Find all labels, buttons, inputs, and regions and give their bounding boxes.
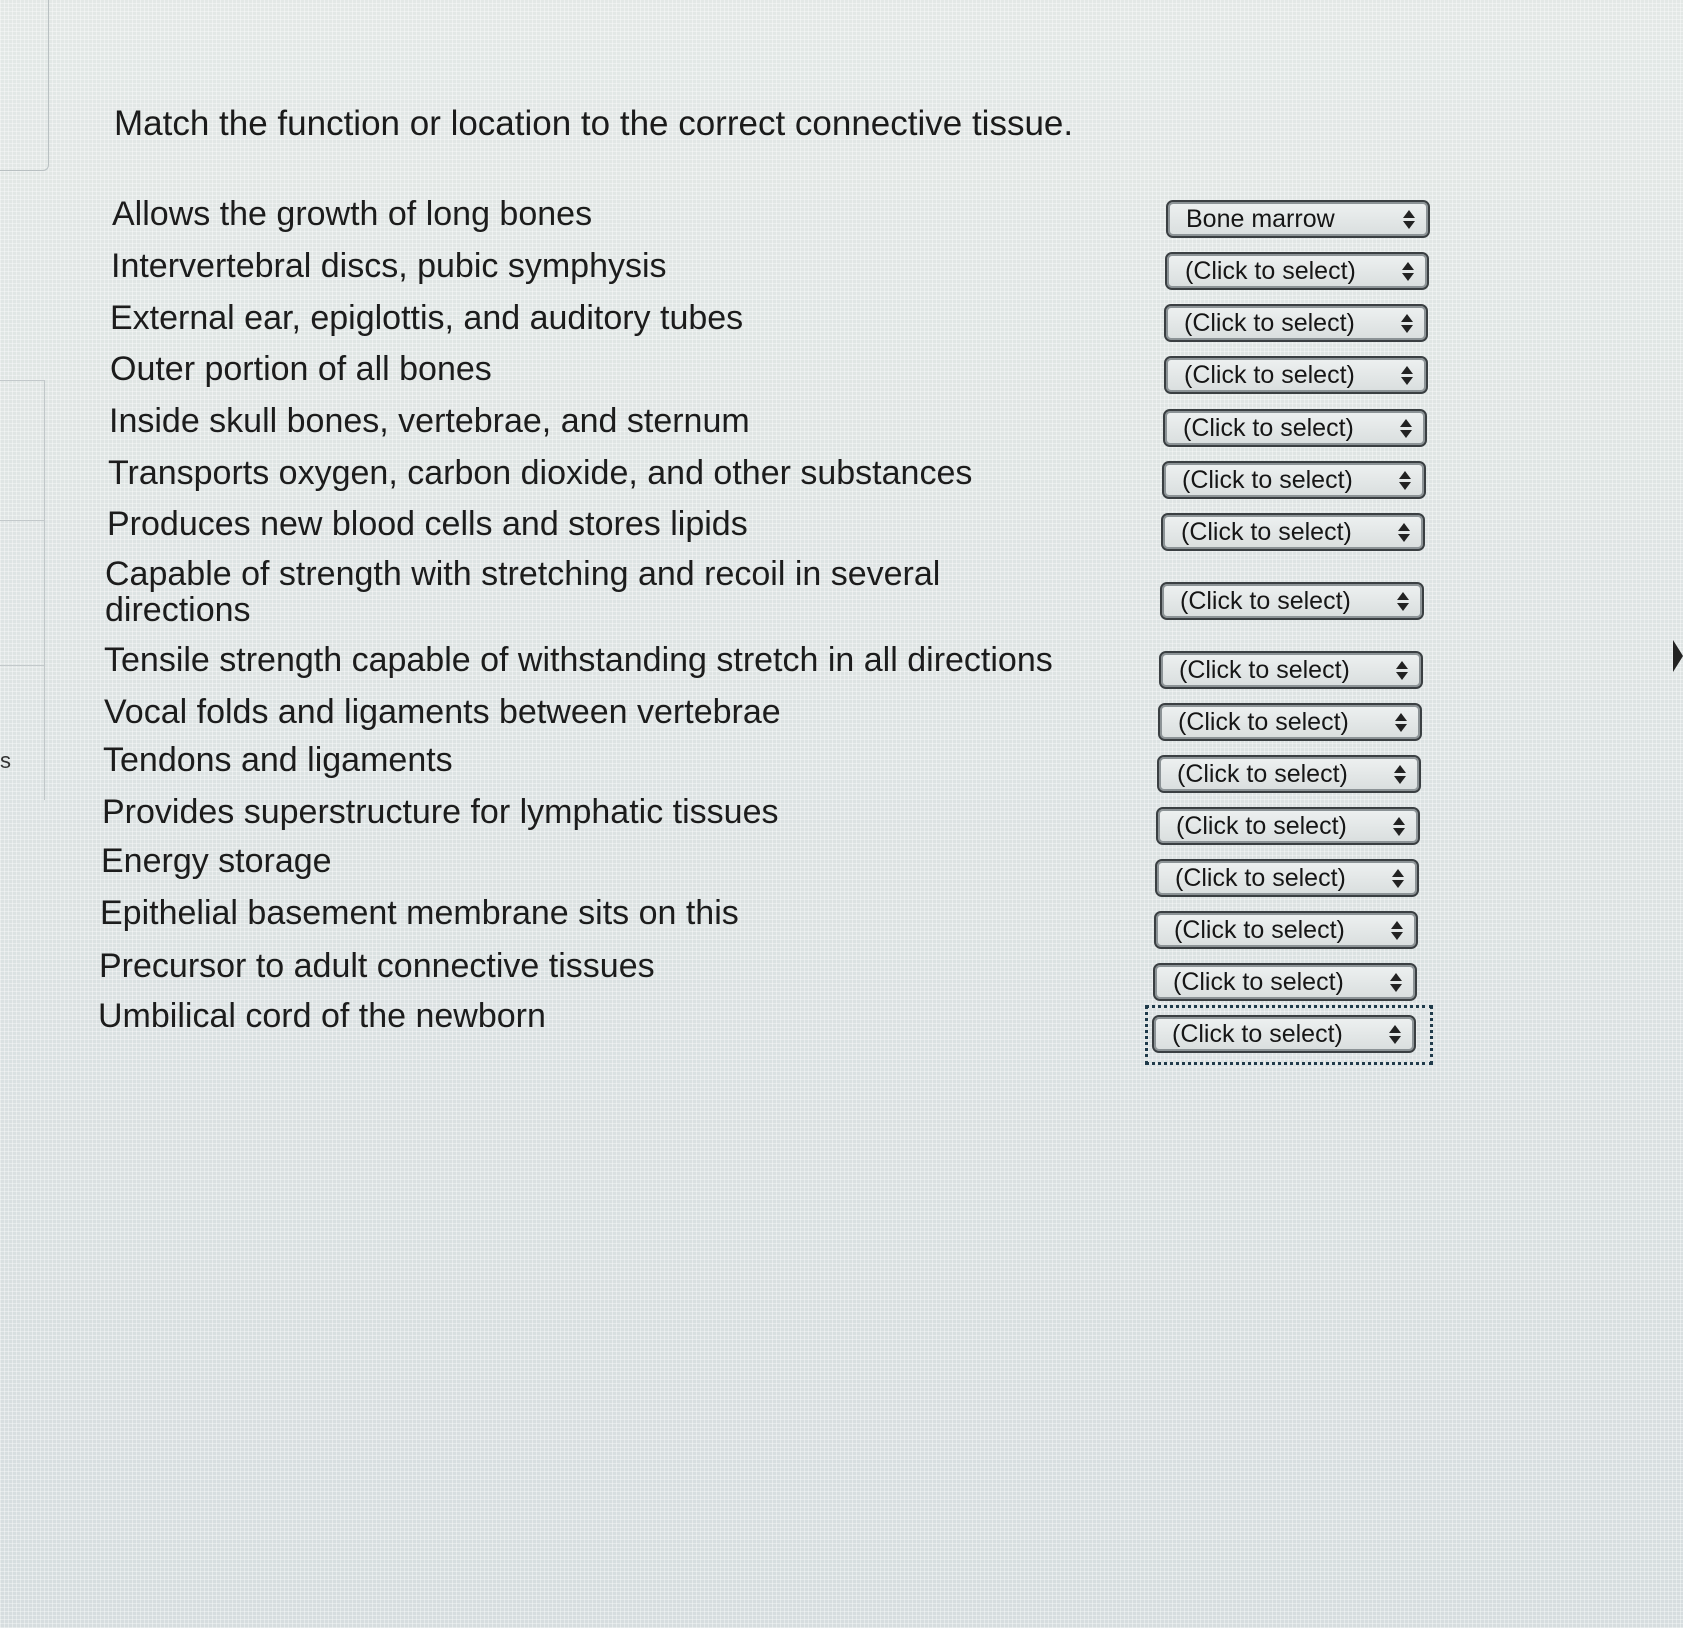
row-label: Vocal folds and ligaments between vertebrae	[104, 693, 781, 731]
tissue-select-value: (Click to select)	[1175, 863, 1346, 892]
tissue-select[interactable]	[1153, 963, 1417, 1001]
row-label: Capable of strength with stretching and recoil in several directions	[105, 555, 941, 629]
tissue-select[interactable]	[1159, 651, 1423, 689]
up-down-arrows-icon	[1392, 465, 1418, 495]
tissue-select-value: (Click to select)	[1183, 413, 1354, 442]
tissue-select-value: (Click to select)	[1181, 517, 1352, 546]
tissue-select-value: (Click to select)	[1180, 586, 1351, 615]
up-down-arrows-icon	[1395, 256, 1421, 286]
tissue-select[interactable]	[1157, 755, 1421, 793]
row-label: Outer portion of all bones	[110, 350, 492, 388]
up-down-arrows-icon	[1386, 811, 1412, 841]
row-label: Inside skull bones, vertebrae, and sternum	[109, 402, 750, 440]
up-down-arrows-icon	[1390, 586, 1416, 616]
up-down-arrows-icon	[1387, 759, 1413, 789]
tissue-select-value: (Click to select)	[1178, 707, 1349, 736]
tissue-select[interactable]	[1166, 200, 1430, 238]
tissue-select[interactable]	[1165, 252, 1429, 290]
row-label: Allows the growth of long bones	[112, 195, 593, 233]
row-label: Transports oxygen, carbon dioxide, and other substances	[108, 454, 973, 492]
tissue-select[interactable]	[1161, 513, 1425, 551]
tissue-select[interactable]	[1156, 807, 1420, 845]
row-label: Tendons and ligaments	[103, 741, 453, 779]
up-down-arrows-icon	[1384, 915, 1410, 945]
tissue-select[interactable]	[1154, 911, 1418, 949]
tissue-select[interactable]	[1160, 582, 1424, 620]
left-panel-edge	[0, 0, 49, 171]
tissue-select-value: Bone marrow	[1186, 204, 1335, 233]
left-panel-edge-lower	[0, 380, 45, 800]
up-down-arrows-icon	[1388, 707, 1414, 737]
tissue-select[interactable]	[1163, 409, 1427, 447]
row-label: Umbilical cord of the newborn	[98, 997, 546, 1035]
row-label: Epithelial basement membrane sits on this	[100, 894, 739, 932]
tissue-select-value: (Click to select)	[1172, 1019, 1343, 1048]
up-down-arrows-icon	[1391, 517, 1417, 547]
tissue-select[interactable]	[1152, 1015, 1416, 1053]
row-label: Energy storage	[101, 842, 332, 880]
up-down-arrows-icon	[1383, 967, 1409, 997]
tissue-select[interactable]	[1164, 356, 1428, 394]
up-down-arrows-icon	[1389, 655, 1415, 685]
tissue-select-value: (Click to select)	[1184, 308, 1355, 337]
tissue-select-value: (Click to select)	[1182, 465, 1353, 494]
up-down-arrows-icon	[1382, 1019, 1408, 1049]
left-panel-divider	[0, 665, 44, 666]
tissue-select-value: (Click to select)	[1185, 256, 1356, 285]
row-label: Provides superstructure for lymphatic tissues	[102, 793, 779, 831]
row-label: Produces new blood cells and stores lipids	[107, 505, 748, 543]
row-label: External ear, epiglottis, and auditory tubes	[110, 299, 744, 337]
tissue-select-value: (Click to select)	[1179, 655, 1350, 684]
tissue-select-value: (Click to select)	[1176, 811, 1347, 840]
row-label: Precursor to adult connective tissues	[99, 947, 655, 985]
row-label: Tensile strength capable of withstanding stretch in all directions	[104, 641, 1053, 679]
tissue-select-value: (Click to select)	[1184, 360, 1355, 389]
tissue-select-value: (Click to select)	[1173, 967, 1344, 996]
up-down-arrows-icon	[1394, 308, 1420, 338]
up-down-arrows-icon	[1396, 204, 1422, 234]
tissue-select[interactable]	[1155, 859, 1419, 897]
row-label: Intervertebral discs, pubic symphysis	[111, 247, 667, 285]
tissue-select[interactable]	[1164, 304, 1428, 342]
up-down-arrows-icon	[1394, 360, 1420, 390]
tissue-select[interactable]	[1158, 703, 1422, 741]
left-panel-divider	[0, 520, 44, 521]
up-down-arrows-icon	[1385, 863, 1411, 893]
mouse-cursor-icon	[1673, 640, 1683, 672]
tissue-select[interactable]	[1162, 461, 1426, 499]
left-panel-divider	[0, 380, 44, 381]
tissue-select-value: (Click to select)	[1174, 915, 1345, 944]
up-down-arrows-icon	[1393, 413, 1419, 443]
question-title: Match the function or location to the correct connective tissue.	[114, 104, 1074, 143]
tissue-select-value: (Click to select)	[1177, 759, 1348, 788]
left-panel-letter: s	[0, 748, 11, 773]
